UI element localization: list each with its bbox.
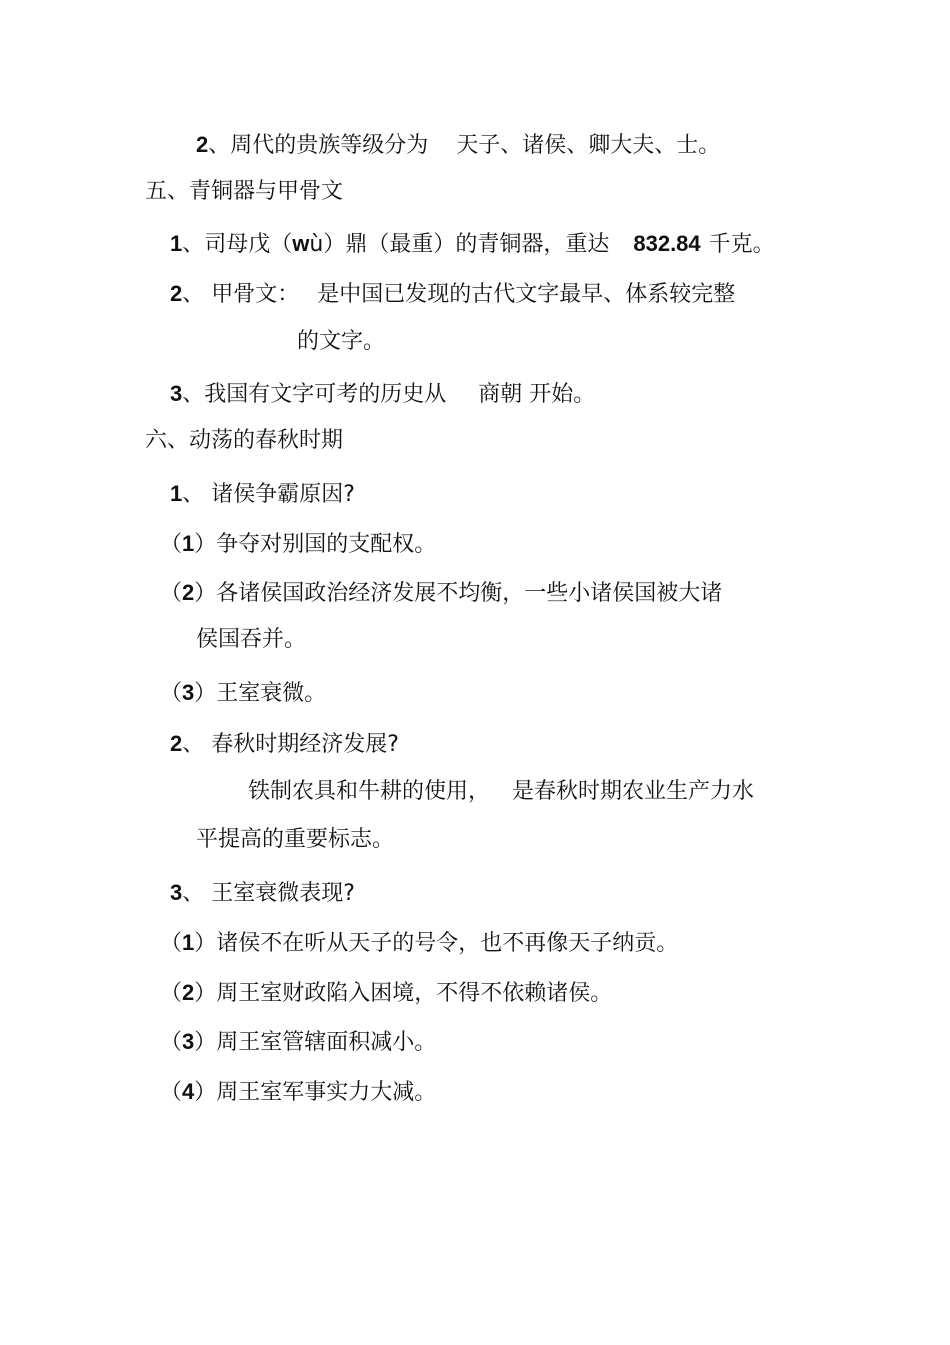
text-line-sign-1 bbox=[160, 928, 678, 959]
text-segment: ）王室衰微。 bbox=[194, 681, 327, 706]
text-line-continuation: 侯国吞并。 bbox=[196, 627, 307, 652]
paren-open: （ bbox=[160, 981, 183, 1006]
text-line-reason-1 bbox=[160, 529, 436, 560]
item-number: 3 bbox=[170, 381, 183, 406]
text-segment: ）周王室管辖面积减小。 bbox=[194, 1030, 437, 1055]
item-number: 2 bbox=[182, 980, 195, 1005]
item-number: 2 bbox=[182, 580, 195, 605]
text-line-reason-2 bbox=[160, 578, 722, 609]
item-number: 3 bbox=[182, 1029, 195, 1054]
paren-open: （ bbox=[160, 532, 183, 557]
text-segment: 天子、诸侯、卿大夫、士。 bbox=[456, 133, 721, 158]
text-segment: 是春秋时期农业生产力水 bbox=[512, 779, 755, 804]
text-line-economy bbox=[170, 729, 399, 760]
text-line-oracle-bone bbox=[170, 279, 735, 310]
paren-open: （ bbox=[160, 681, 183, 706]
text-line-reason-3 bbox=[160, 678, 326, 709]
text-line-continuation: 平提高的重要标志。 bbox=[196, 827, 395, 852]
text-segment: 商朝 开始。 bbox=[478, 382, 596, 407]
section-heading-6: 六、动荡的春秋时期 bbox=[145, 428, 344, 453]
text-line-sign-3 bbox=[160, 1027, 436, 1058]
text-segment: 、我国有文字可考的历史从 bbox=[182, 382, 447, 407]
text-segment: ）诸侯不在听从天子的号令，也不再像天子纳贡。 bbox=[194, 931, 679, 956]
item-number: 1 bbox=[182, 930, 195, 955]
text-segment: 、司母戊（ bbox=[182, 232, 293, 257]
item-number: 2 bbox=[170, 731, 183, 756]
text-segment: 千克。 bbox=[708, 232, 775, 257]
text-segment: 是中国已发现的古代文字最早、体系较完整 bbox=[317, 282, 736, 307]
text-segment: 、周代的贵族等级分为 bbox=[208, 133, 429, 158]
pinyin-letter: w bbox=[292, 231, 310, 256]
weight-value: 832.84 bbox=[633, 231, 701, 256]
item-number: 4 bbox=[182, 1079, 195, 1104]
paren-open: （ bbox=[160, 1030, 183, 1055]
text-segment: 铁制农具和牛耕的使用， bbox=[248, 779, 491, 804]
item-number: 3 bbox=[170, 880, 183, 905]
section-heading-5: 五、青铜器与甲骨文 bbox=[145, 179, 344, 204]
item-number: 2 bbox=[196, 132, 209, 157]
text-segment: 、 春秋时期经济发展? bbox=[182, 732, 399, 757]
paren-open: （ bbox=[160, 1080, 183, 1105]
text-segment: 、 甲骨文： bbox=[182, 282, 300, 307]
text-segment: 、 诸侯争霸原因? bbox=[182, 482, 355, 507]
text-line-continuation: 的文字。 bbox=[297, 329, 386, 354]
text-segment: ）周王室财政陷入困境，不得不依赖诸侯。 bbox=[194, 981, 613, 1006]
text-line-decline-signs bbox=[170, 878, 355, 909]
text-line-iron-tools bbox=[248, 777, 754, 807]
item-number: 1 bbox=[182, 531, 195, 556]
text-segment: ）周王室军事实力大减。 bbox=[194, 1080, 437, 1105]
text-line-sign-4 bbox=[160, 1077, 436, 1108]
text-line-simuwu-ding bbox=[170, 229, 775, 260]
text-line-sign-2 bbox=[160, 978, 612, 1009]
item-number: 3 bbox=[182, 680, 195, 705]
item-number: 1 bbox=[170, 231, 183, 256]
text-segment: ）鼎（最重）的青铜器，重达 bbox=[323, 232, 610, 257]
text-line-nobility-ranks bbox=[196, 130, 720, 161]
text-segment: ）各诸侯国政治经济发展不均衡，一些小诸侯国被大诸 bbox=[194, 581, 723, 606]
text-line-written-history bbox=[170, 379, 595, 410]
text-segment: 、 王室衰微表现? bbox=[182, 881, 355, 906]
text-line-hegemony-reasons bbox=[170, 479, 355, 510]
item-number: 2 bbox=[170, 281, 183, 306]
pinyin-tone-letter: ù bbox=[309, 232, 324, 257]
text-segment: ）争夺对别国的支配权。 bbox=[194, 532, 437, 557]
item-number: 1 bbox=[170, 481, 183, 506]
paren-open: （ bbox=[160, 581, 183, 606]
paren-open: （ bbox=[160, 931, 183, 956]
